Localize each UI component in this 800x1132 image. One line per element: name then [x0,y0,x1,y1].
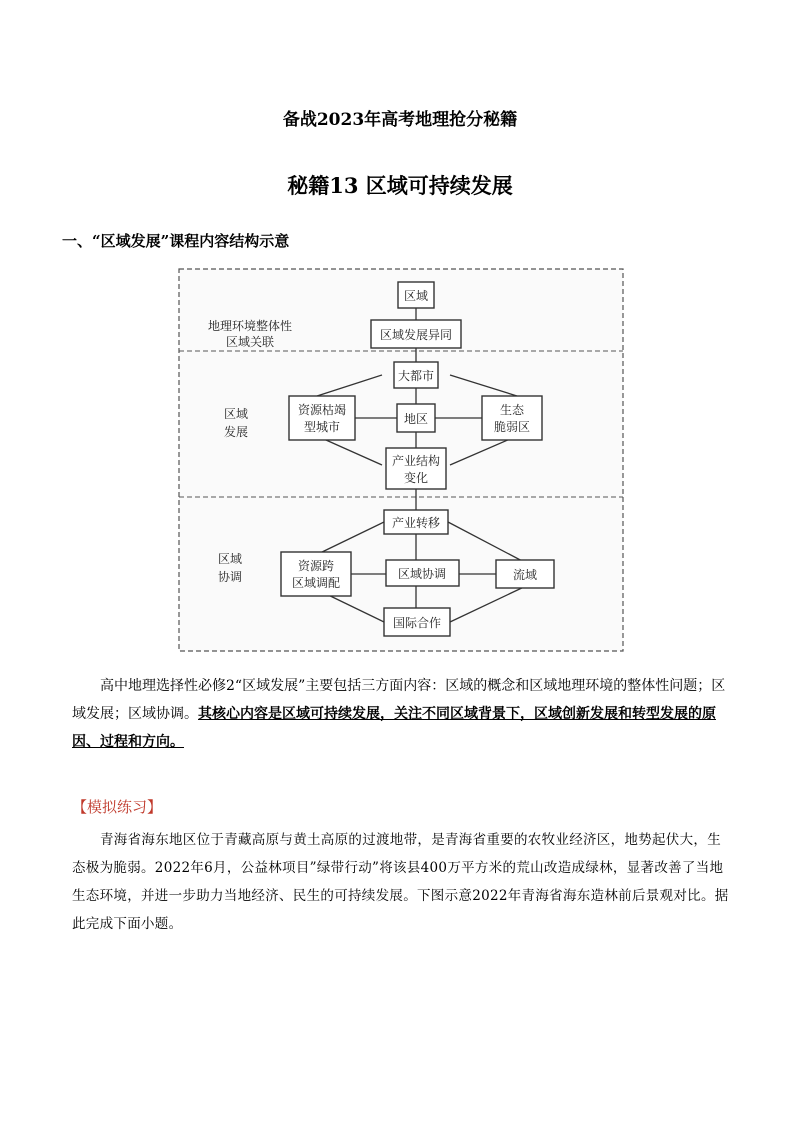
node-industry-transfer: 产业转移 [391,516,441,530]
band-label-3a: 区域 [217,552,243,566]
node-metropolis: 大都市 [397,369,435,383]
document-title: 备战2023年高考地理抢分秘籍 [282,110,518,130]
band-label-1b: 区域关联 [225,335,275,349]
practice-title: 【模拟练习】 [72,798,163,816]
node-intl-coop: 国际合作 [392,616,442,630]
node-eco-2: 脆弱区 [493,420,531,434]
intro-text: 高中地理选择性必修2“区域发展”主要包括三方面内容：区域的概念和区域地理环境的整体性问题；区域发展；区域协调。 [72,678,726,722]
intro-emphasis: 其核心内容是区域可持续发展，关注不同区域背景下，区域创新发展和转型发展的原因、过程和方向。 [72,706,716,750]
node-resource-city-1: 资源枯竭 [297,403,347,417]
band-label-2a: 区域 [223,407,249,421]
node-eco-1: 生态 [499,403,525,417]
band-label-1a: 地理环境整体性 [207,319,293,333]
node-industry-change-2: 变化 [403,471,429,485]
node-basin: 流域 [512,568,538,582]
band-label-3b: 协调 [217,570,243,584]
section-heading: 一、“区域发展”课程内容结构示意 [62,232,290,250]
document-subtitle: 秘籍13 区域可持续发展 [287,173,513,198]
band-label-2b: 发展 [223,425,249,439]
node-resource-city-2: 型城市 [303,420,341,434]
practice-paragraph: 青海省海东地区位于青藏高原与黄土高原的过渡地带，是青海省重要的农牧业经济区，地势起伏大，生态极为脆弱。2022年6月，公益林项目”绿带行动”将该县400万平方米的荒山改造成绿林，显著改善了当地生态环境，并进一步助力当地经济、民生的可持续发展。下图示意2022年青海省海东造林前后景观对比。据此完成下面小题。 [72,832,729,932]
node-industry-change-1: 产业结构 [391,454,441,468]
node-area: 地区 [403,412,429,426]
node-region: 区域 [403,289,429,303]
node-region-coord: 区域协调 [397,567,447,581]
node-region-diff: 区域发展异同 [379,328,453,342]
intro-paragraph [72,672,732,756]
node-resource-alloc-2: 区域调配 [291,576,341,590]
course-structure-diagram [178,268,624,652]
node-resource-alloc-1: 资源跨 [297,559,335,573]
